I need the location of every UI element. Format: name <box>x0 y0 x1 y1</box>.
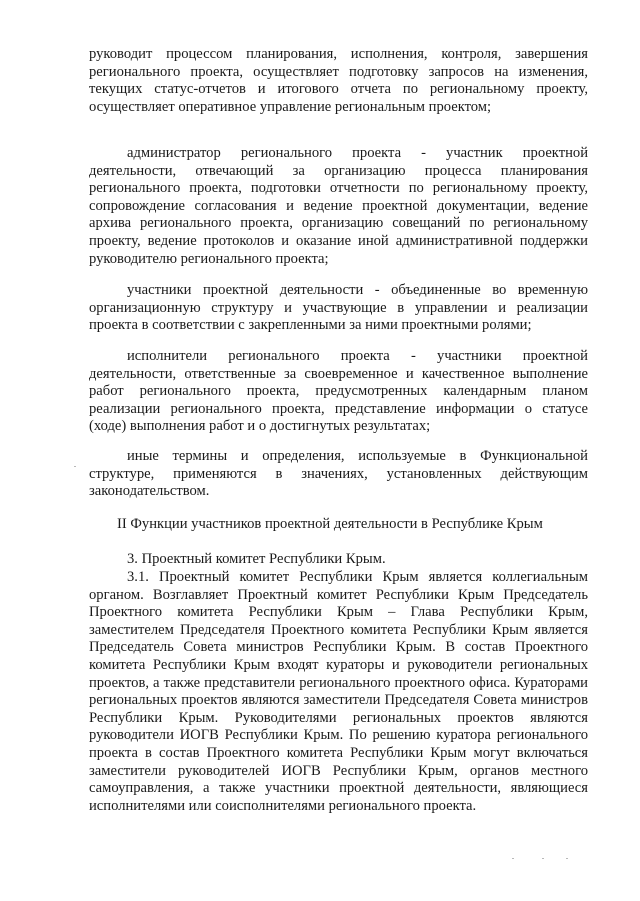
scan-speck <box>74 466 76 467</box>
paragraph-executors-definition: исполнители регионального проекта - участники проектной деятельности, ответственные за своевременное и качественное выполнение работ регионального проекта, предусмотренных календарным планом реализации регионального проекта, представление информации о статусе (ходе) выполнения работ и о достигнутых результатах; <box>89 348 588 435</box>
scan-speck <box>566 858 568 859</box>
section-heading: II Функции участников проектной деятельности в Республике Крым <box>117 516 543 532</box>
item-3-title: 3. Проектный комитет Республики Крым. <box>127 551 386 567</box>
paragraph-administrator-definition: администратор регионального проекта - участник проектной деятельности, отвечающий за организацию процесса планирования регионального проекта, подготовки отчетности по региональному проекту, сопровождение согласования и ведение проектной документации, ведение архива регионального проекта, организацию совещаний по региональному проекту, ведение протоколов и оказание иной административной поддержки руководителю регионального проекта; <box>89 145 588 267</box>
scan-speck <box>512 858 514 859</box>
item-3-1-paragraph: 3.1. Проектный комитет Республики Крым является коллегиальным органом. Возглавляет Проектный комитет Республики Крым Председатель Проектного комитета Республики Крым – Глава Республики Крым, заместителем Председателя Проектного комитета Республики Крым является Председатель Совета министров Республики Крым. В состав Проектного комитета Республики Крым входят кураторы и руководители региональных проектов, а также представители регионального проектного офиса. Кураторами региональных проектов являются заместители Председателя Совета министров Республики Крым. Руководителями региональных проектов являются руководители ИОГВ Республики Крым. По решению куратора регионального проекта в состав Проектного комитета Республики Крым могут включаться заместители руководителей ИОГВ Республики Крым, органов местного самоуправления, а также участники проектной деятельности, являющиеся исполнителями или соисполнителями регионального проекта. <box>89 569 588 814</box>
scan-speck <box>542 858 544 859</box>
paragraph-other-terms: иные термины и определения, используемые в Функциональной структуре, применяются в значениях, установленных действующим законодательством. <box>89 448 588 500</box>
paragraph-project-manager-duties: руководит процессом планирования, исполнения, контроля, завершения регионального проекта, осуществляет подготовку запросов на изменения, текущих статус-отчетов и итогового отчета по региональному проекту, осуществляет оперативное управление региональным проектом; <box>89 46 588 115</box>
paragraph-participants-definition: участники проектной деятельности - объединенные во временную организационную структуру и участвующие в управлении и реализации проекта в соответствии с закрепленными за ними проектными ролями; <box>89 282 588 334</box>
